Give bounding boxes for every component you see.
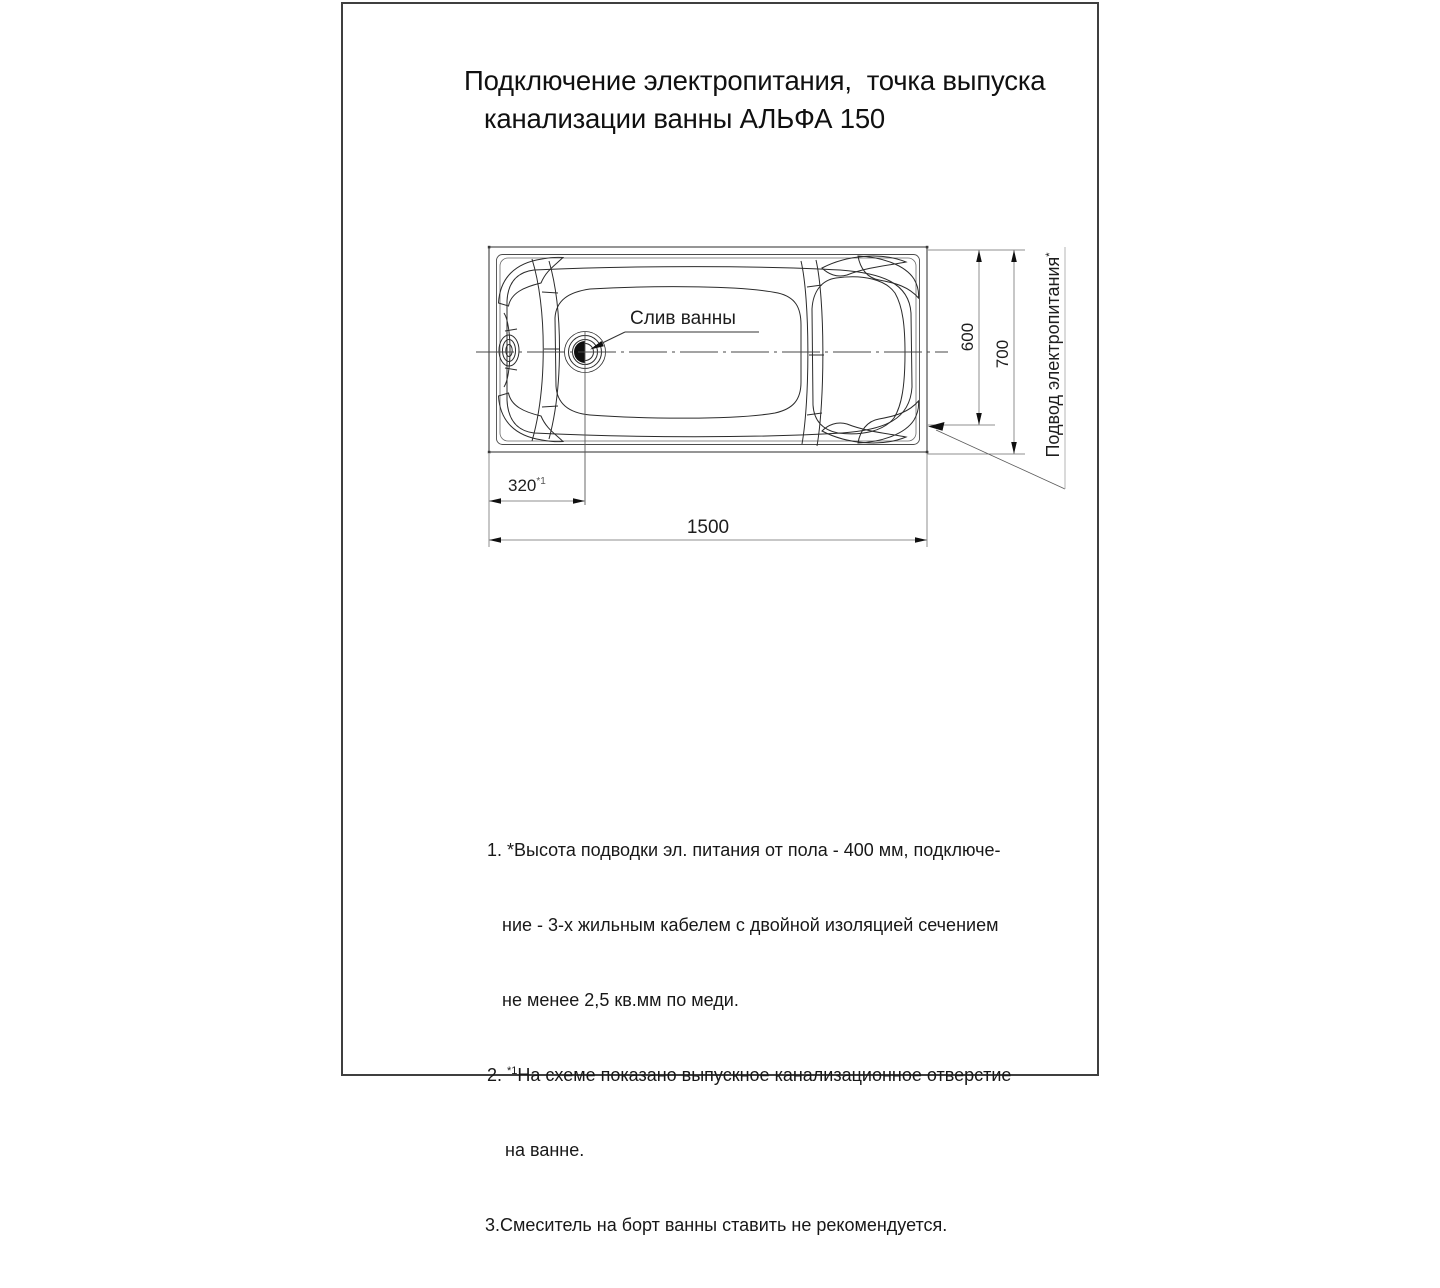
dim-1500-label: 1500 [686,517,730,538]
dim-700-label: 700 [993,339,1012,369]
note-1-line-2: ние - 3-х жильным кабелем с двойной изоляцией сечением [502,915,999,935]
drain-callout [590,308,759,350]
page-title-line2: канализации ванны АЛЬФА 150 [484,103,886,134]
note-3-line-1: 3.Смеситель на борт ванны ставить не рекомендуется. [485,1215,948,1235]
note-1-line-3: не менее 2,5 кв.мм по меди. [502,990,739,1010]
note-1-line-1: 1. *Высота подводки эл. питания от пола - 400 мм, подключе- [487,840,1001,860]
overflow-symbol [499,335,519,366]
bathtub-technical-drawing [462,237,1082,562]
power-point-arrow [928,422,945,431]
document-page [341,2,1099,1235]
note-2-line-2: на ванне. [505,1140,585,1160]
note-2-line-1: 2. $^{*1}$На схеме показано выпускное канализационное отверстие [487,1065,1012,1085]
power-supply-label: Подвод электропитания* [1043,252,1063,458]
drain-callout-label: Слив ванны [630,308,736,329]
dim-600-label: 600 [958,322,977,352]
notes-block [487,788,1011,1288]
dimensions-bottom [489,332,927,547]
note-2-marker: *1 [507,1065,518,1077]
dim-320-label: 320$^{*1}$ [508,476,546,495]
page-title-line1: Подключение электропитания, точка выпуска [464,65,1046,96]
bathtub-outline [489,247,927,452]
